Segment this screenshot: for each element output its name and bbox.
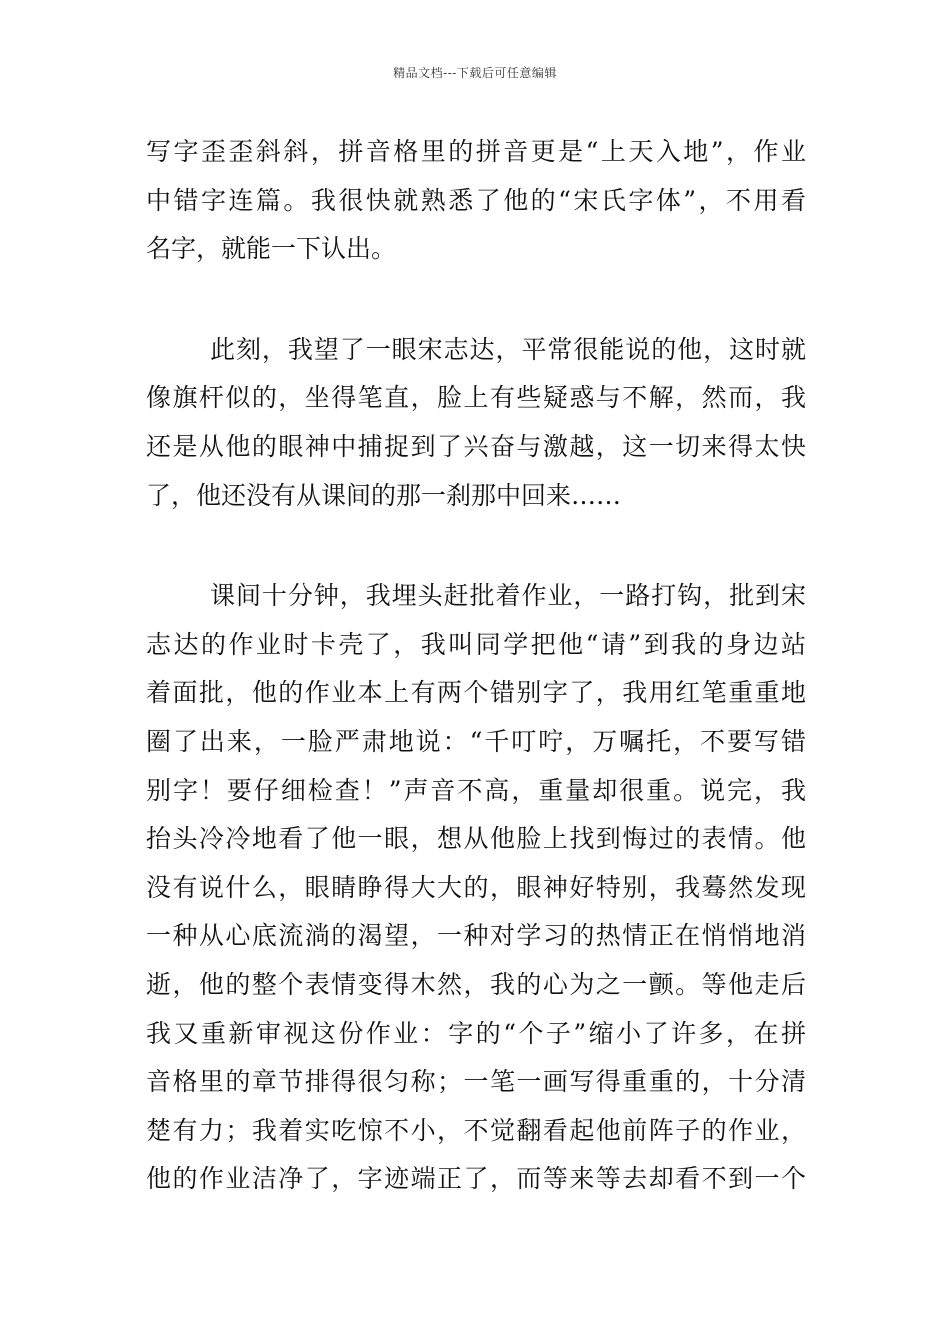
document-body <box>146 128 806 1204</box>
paragraph-spacer <box>146 274 806 326</box>
paragraph-3 <box>146 572 806 1204</box>
text-line: 着面批，他的作业本上有两个错别字了，我用红笔重重地 <box>146 678 806 708</box>
text-line: 课间十分钟，我埋头赶批着作业，一路打钩，批到宋 <box>210 581 806 611</box>
text-line: 志达的作业时卡壳了，我叫同学把他“请”到我的身边站 <box>146 629 806 659</box>
paragraph-spacer <box>146 520 806 572</box>
text-line: 抬头冷冷地看了他一眼，想从他脸上找到悔过的表情。他 <box>146 824 806 854</box>
text-line: 音格里的章节排得很匀称；一笔一画写得重重的，十分清 <box>146 1067 806 1097</box>
page-header: 精品文档---下载后可任意编辑 <box>393 66 557 80</box>
text-line: 逝，他的整个表情变得木然，我的心为之一颤。等他走后 <box>146 969 806 999</box>
text-line: 别字！要仔细检查！”声音不高，重量却很重。说完，我 <box>146 775 806 805</box>
text-line: 一种从心底流淌的渴望，一种对学习的热情正在悄悄地消 <box>146 921 806 951</box>
text-line: 还是从他的眼神中捕捉到了兴奋与激越，这一切来得太快 <box>146 431 806 461</box>
text-line: 没有说什么，眼睛睁得大大的，眼神好特别，我蓦然发现 <box>146 872 806 902</box>
text-line: 了，他还没有从课间的那一刹那中回来…… <box>146 480 622 510</box>
text-line: 中错字连篇。我很快就熟悉了他的“宋氏字体”，不用看 <box>146 185 806 215</box>
text-line: 此刻，我望了一眼宋志达，平常很能说的他，这时就 <box>210 334 806 364</box>
text-line: 他的作业洁净了，字迹端正了，而等来等去却看不到一个 <box>146 1164 806 1194</box>
paragraph-2 <box>146 326 806 520</box>
text-line: 名字，就能一下认出。 <box>146 234 397 264</box>
text-line: 像旗杆似的，坐得笔直，脸上有些疑惑与不解，然而，我 <box>146 383 806 413</box>
text-line: 楚有力；我着实吃惊不小，不觉翻看起他前阵子的作业， <box>146 1115 806 1145</box>
text-line: 圈了出来，一脸严肃地说：“千叮咛，万嘱托，不要写错 <box>146 726 806 756</box>
text-line: 我又重新审视这份作业：字的“个子”缩小了许多，在拼 <box>146 1018 806 1048</box>
paragraph-1 <box>146 128 806 274</box>
text-line: 写字歪歪斜斜，拼音格里的拼音更是“上天入地”，作业 <box>146 137 806 166</box>
